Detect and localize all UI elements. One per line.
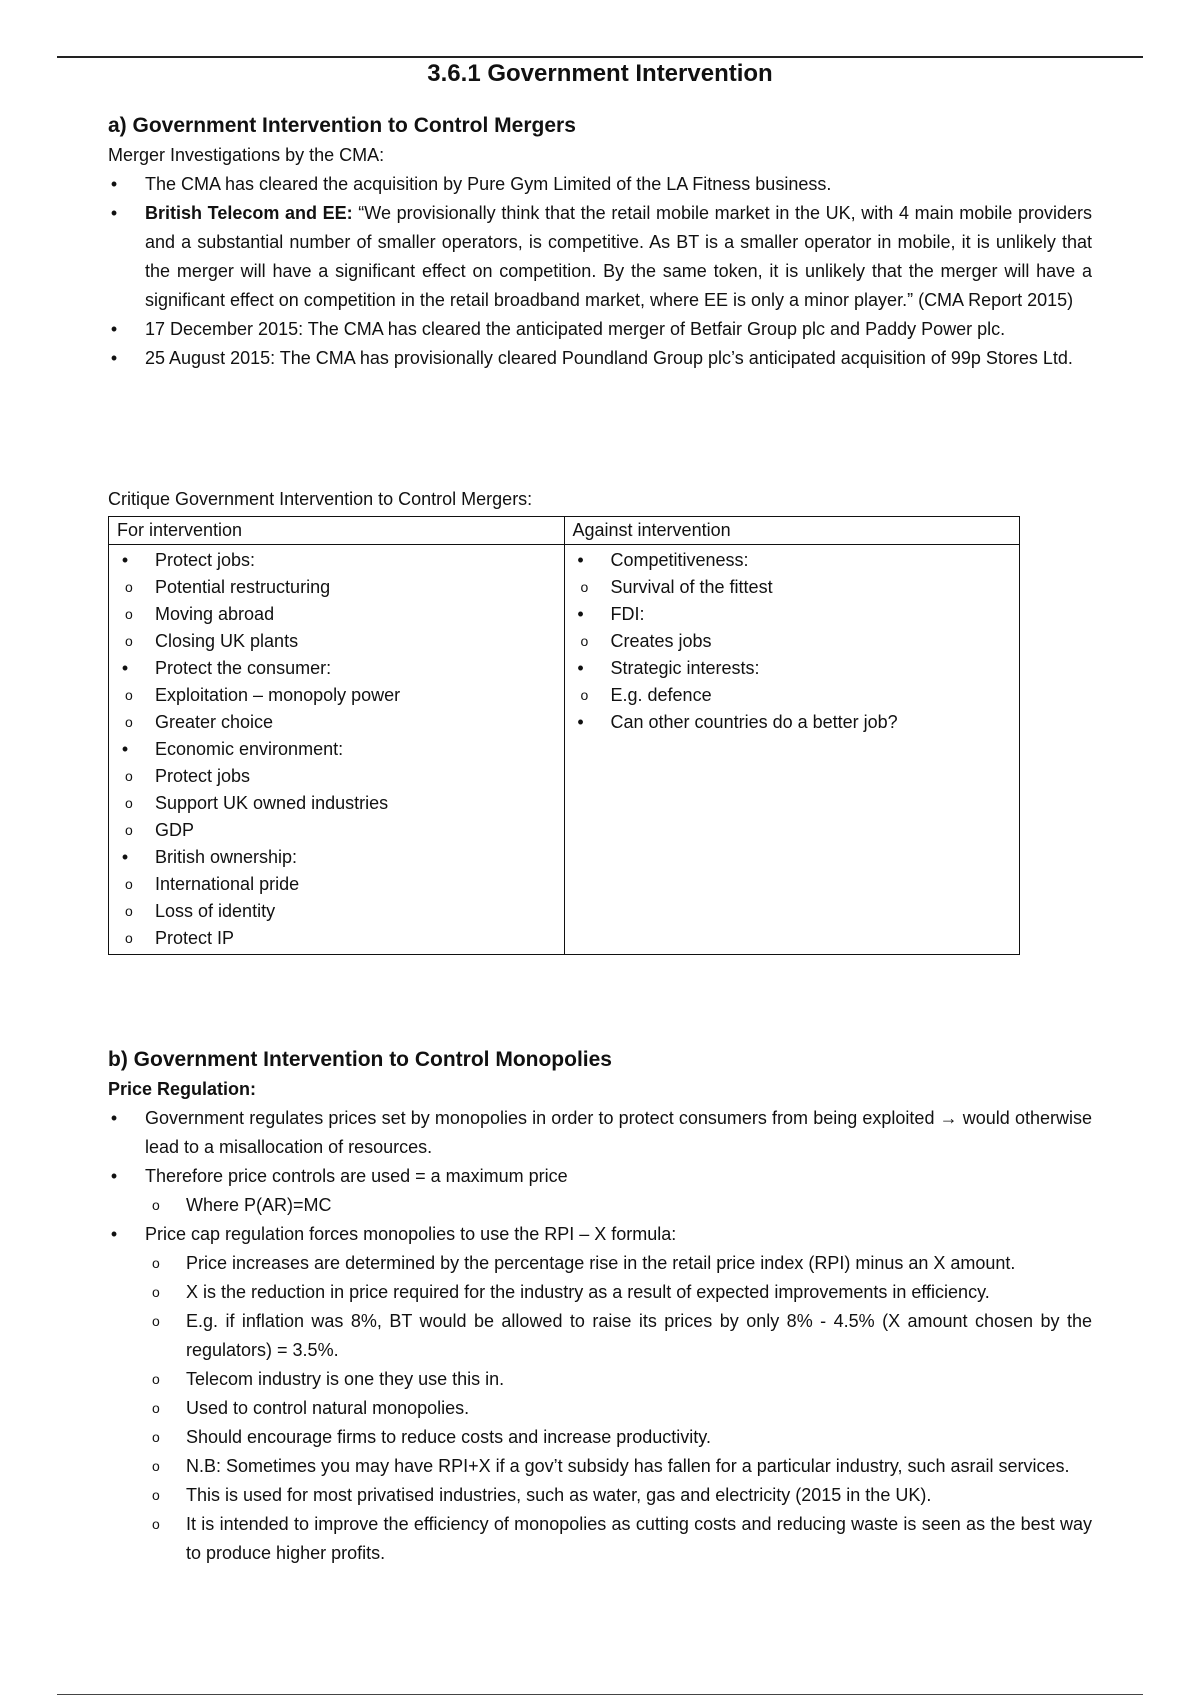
table-sublist (119, 763, 564, 844)
monopoly-subitem: o This is used for most privatised industries, such as water, gas and electricity (2015 in the UK). (152, 1485, 932, 1505)
against-list (575, 547, 1020, 736)
section-b-heading: b) Government Intervention to Control Monopolies (108, 1048, 612, 1071)
table-item: • Competitiveness: (577, 550, 749, 570)
monopoly-subitem: o X is the reduction in price required for the industry as a result of expected improvements in efficiency. (152, 1282, 990, 1302)
table-item-label: Protect jobs: (155, 550, 256, 570)
table-item-label: Protect the consumer: (155, 658, 332, 678)
for-intervention-cell (109, 545, 565, 955)
for-list (119, 547, 564, 952)
table-sublist (119, 871, 564, 952)
table-subitem: o Exploitation – monopoly power (125, 685, 401, 705)
monopoly-subitem: o Used to control natural monopolies. (152, 1398, 470, 1418)
table-item-label: Strategic interests: (610, 658, 760, 678)
table-subitem: o Protect IP (125, 928, 235, 948)
for-intervention-header: For intervention (109, 517, 565, 545)
table-sublist (575, 682, 1020, 709)
table-subitem: o Greater choice (125, 712, 274, 732)
table-subitem: o GDP (125, 820, 195, 840)
table-item: • Protect jobs: (121, 550, 256, 570)
monopoly-bullet: • Price cap regulation forces monopolies to use the RPI – X formula: (110, 1224, 677, 1244)
table-subitem: o Moving abroad (125, 604, 275, 624)
bottom-rule (57, 1694, 1143, 1695)
critique-block (108, 485, 1092, 955)
merger-bullet: • The CMA has cleared the acquisition by Pure Gym Limited of the LA Fitness business. (110, 174, 832, 194)
table-subitem: o Loss of identity (125, 901, 276, 921)
table-item-label: Economic environment: (155, 739, 344, 759)
table-item: • Economic environment: (121, 739, 344, 759)
table-subitem: o Closing UK plants (125, 631, 299, 651)
monopoly-subitem: o N.B: Sometimes you may have RPI+X if a gov’t subsidy has fallen for a particular industry, such asrail services. (152, 1456, 1070, 1476)
merger-bullet: • British Telecom and EE: “We provisionally think that the retail mobile market in the UK, with 4 main mobile providers and a substantial number of smaller operators, is competitive. As BT is a smaller operator in mobile, it is unlikely that the merger will have a significant effect on competition. By the same token, it is unlikely that the merger will have a significant effect on competition in the retail broadband market, where EE is only a minor player.” (CMA Report 2015) (110, 203, 1092, 310)
table-item: • Strategic interests: (577, 658, 760, 678)
section-a-heading: a) Government Intervention to Control Mergers (108, 114, 576, 137)
against-intervention-header: Against intervention (564, 517, 1020, 545)
table-sublist (575, 574, 1020, 601)
table-sublist (119, 682, 564, 736)
merger-bullet-list (108, 170, 1092, 373)
table-subitem: o E.g. defence (580, 685, 712, 705)
table-subitem: o International pride (125, 874, 300, 894)
section-b (108, 1045, 1092, 1568)
critique-table (108, 516, 1020, 955)
monopoly-subitem: o E.g. if inflation was 8%, BT would be allowed to raise its prices by only 8% - 4.5% (X amount chosen by the regulators) = 3.5%. (152, 1311, 1092, 1360)
page-title: 3.6.1 Government Intervention (427, 60, 773, 87)
monopoly-bullet: • Therefore price controls are used = a maximum price (110, 1166, 568, 1186)
monopoly-subitem: o Where P(AR)=MC (152, 1195, 332, 1215)
top-rule (57, 56, 1143, 58)
table-sublist (119, 574, 564, 655)
table-subitem: o Potential restructuring (125, 577, 331, 597)
monopoly-bullet: • Government regulates prices set by monopolies in order to protect consumers from being exploited → would otherwise lead to a misallocation of resources. (110, 1108, 1092, 1157)
table-item-label: British ownership: (155, 847, 298, 867)
table-item: • FDI: (577, 604, 645, 624)
table-subitem: o Protect jobs (125, 766, 251, 786)
against-intervention-cell (564, 545, 1020, 955)
table-item: • British ownership: (121, 847, 298, 867)
table-item: • Can other countries do a better job? (577, 712, 898, 732)
table-item-label: Can other countries do a better job? (610, 712, 898, 732)
monopoly-subitem: o Telecom industry is one they use this in. (152, 1369, 505, 1389)
monopoly-sublist (108, 1191, 1092, 1220)
table-subitem: o Support UK owned industries (125, 793, 389, 813)
monopoly-subitem: o Should encourage firms to reduce costs and increase productivity. (152, 1427, 711, 1447)
section-a (108, 111, 1092, 373)
table-sublist (575, 628, 1020, 655)
section-b-subheading: Price Regulation: (108, 1079, 257, 1099)
table-subitem: o Creates jobs (580, 631, 712, 651)
table-subitem: o Survival of the fittest (580, 577, 773, 597)
table-item-label: Competitiveness: (610, 550, 749, 570)
critique-label: Critique Government Intervention to Control Mergers: (108, 489, 533, 509)
monopoly-subitem: o It is intended to improve the efficiency of monopolies as cutting costs and reducing waste is seen as the best way to produce higher profits. (152, 1514, 1092, 1563)
merger-bullet: • 25 August 2015: The CMA has provisionally cleared Poundland Group plc’s anticipated acquisition of 99p Stores Ltd. (110, 348, 1073, 368)
monopoly-bullet-list (108, 1104, 1092, 1568)
table-item: • Protect the consumer: (121, 658, 332, 678)
monopoly-subitem: o Price increases are determined by the percentage rise in the retail price index (RPI) minus an X amount. (152, 1253, 1016, 1273)
table-item-label: FDI: (610, 604, 645, 624)
section-a-subheading: Merger Investigations by the CMA: (108, 145, 385, 165)
merger-bullet: • 17 December 2015: The CMA has cleared the anticipated merger of Betfair Group plc and Paddy Power plc. (110, 319, 1006, 339)
monopoly-sublist (108, 1249, 1092, 1568)
